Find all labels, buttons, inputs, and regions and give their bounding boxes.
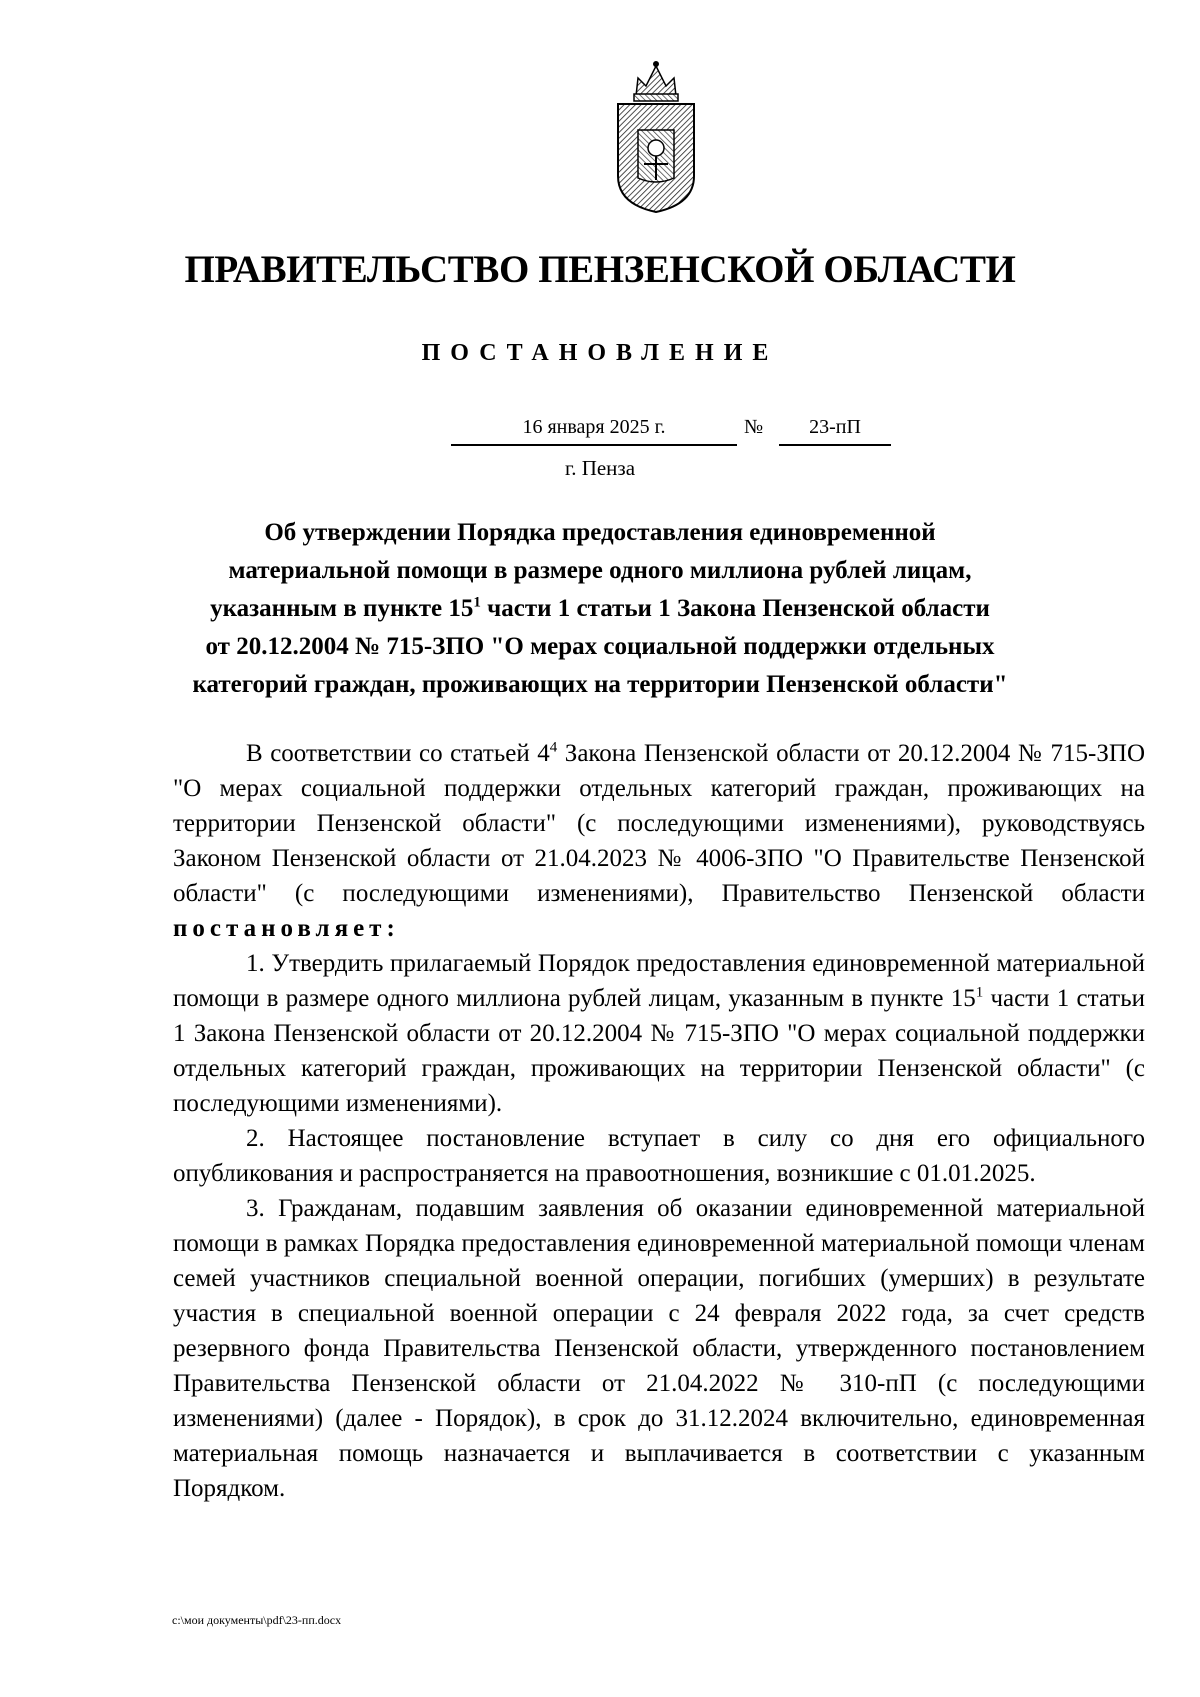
body-text: 1. Утвердить прилагаемый Порядок предоставления единовременной материальной помощи в размере одного миллиона рублей лицам, указанным в пункте 15 [173, 950, 1145, 1012]
superscript: 1 [473, 594, 481, 611]
subject-line [120, 590, 1080, 628]
body-paragraph-1 [173, 946, 1145, 1121]
superscript: 1 [975, 984, 984, 1001]
file-path-footer: c:\мои документы\pdf\23-пп.docx [172, 1613, 342, 1627]
document-type: ПОСТАНОВЛЕНИЕ [421, 340, 779, 366]
document-city: г. Пенза [564, 456, 636, 480]
number-sign: № [744, 416, 764, 438]
subject-line: материальной помощи в размере одного миллиона рублей лицам, [228, 557, 972, 584]
resolves-word: постановляет: [173, 915, 400, 942]
subject-line: категорий граждан, проживающих на территории Пензенской области" [192, 671, 1008, 698]
body-paragraph-preamble [173, 736, 1145, 946]
document-subject [120, 514, 1080, 704]
body-paragraph-3: 3. Гражданам, подавшим заявления об оказании единовременной материальной помощи в рамках Порядка предоставления единовременной материальной помощи членам семей участников специальной военной операции, погибших (умерших) в результате участия в специальной военной операции с 24 февраля 2022 года, за счет средств резервного фонда Правительства Пензенской области, утвержденного постановлением Правительства Пензенской области от 21.04.2022 № 310-пП (с последующими изменениями) (далее - Порядок), в срок до 31.12.2024 включительно, единовременная материальная помощь назначается и выплачивается в соответствии с указанным Порядком. [173, 1195, 1145, 1502]
document-body [173, 736, 1145, 1506]
date-number-row [0, 414, 1200, 448]
superscript: 4 [549, 739, 558, 756]
subject-text: части 1 статьи 1 Закона Пензенской области [480, 595, 990, 622]
subject-text: указанным в пункте 15 [210, 595, 474, 622]
document-number: 23-пП [779, 414, 891, 446]
body-text: Закона Пензенской области от 20.12.2004 № 715-ЗПО "О мерах социальной поддержки отдельных категорий граждан, проживающих на территории Пензенской области" (с последующими изменениями), руководствуясь Законом Пензенской области от 21.04.2023 № 4006-ЗПО "О Правительстве Пензенской области" (с последующими изменениями), Правительство Пензенской области [173, 740, 1145, 907]
body-text: части 1 статьи 1 Закона Пензенской области от 20.12.2004 № 715-ЗПО "О мерах социальной поддержки отдельных категорий граждан, проживающих на территории Пензенской области" (с последующими изменениями). [173, 985, 1146, 1117]
document-date: 16 января 2025 г. [451, 414, 737, 446]
subject-line: Об утверждении Порядка предоставления единовременной [264, 519, 936, 546]
coat-of-arms-icon [608, 58, 704, 216]
government-title: ПРАВИТЕЛЬСТВО ПЕНЗЕНСКОЙ ОБЛАСТИ [184, 248, 1016, 291]
body-text: В соответствии со статьей 4 [246, 740, 550, 767]
subject-line: от 20.12.2004 № 715-ЗПО "О мерах социальной поддержки отдельных [205, 633, 995, 660]
body-paragraph-2: 2. Настоящее постановление вступает в силу со дня его официального опубликования и распространяется на правоотношения, возникшие с 01.01.2025. [173, 1125, 1145, 1187]
